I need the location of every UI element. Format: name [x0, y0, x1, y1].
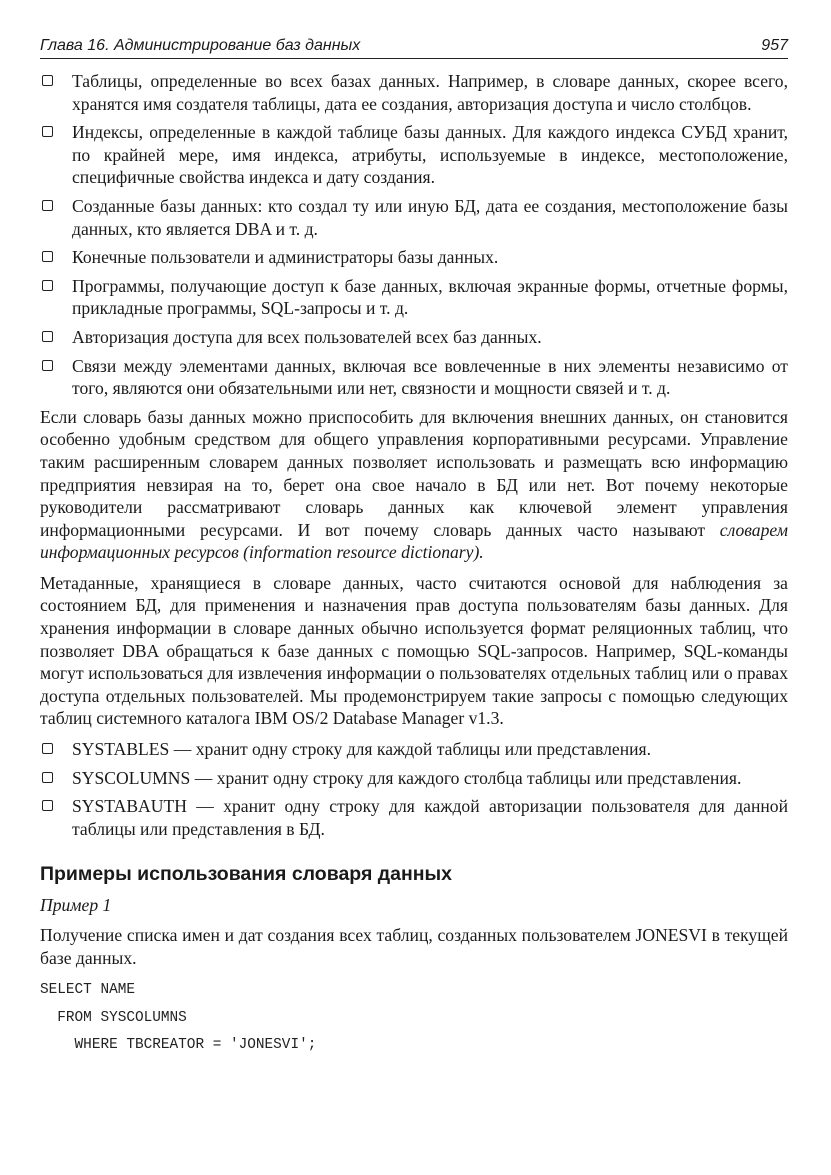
list-item: Программы, получающие доступ к базе данных, включая экранные формы, отчетные формы, прикладные программы, SQL-запросы и т. д.	[40, 275, 788, 320]
checkbox-bullet-icon	[42, 800, 53, 811]
paragraph-resource-dictionary: Если словарь базы данных можно приспособить для включения внешних данных, он становится особенно удобным средством для общего управления корпоративными ресурсами. Управление таким расширенным словарем данных позволяет использовать и размещать всю информацию предприятия невзирая на то, берет она свое начало в БД или нет. Вот почему некоторые руководители рассматривают словарь данных как ключевой элемент управления информационными ресурсами. И вот почему словарь данных часто называют словарем информационных ресурсов (information resource dictionary).	[40, 406, 788, 563]
example-description: Получение списка имен и дат создания всех таблиц, созданных пользователем JONESVI в текущей базе данных.	[40, 925, 788, 968]
list-item: Таблицы, определенные во всех базах данных. Например, в словаре данных, скорее всего, хранятся имя создателя таблицы, дата ее создания, авторизация доступа и число столбцов.	[40, 70, 788, 115]
book-page	[40, 36, 788, 1060]
list-item: Связи между элементами данных, включая все вовлеченные в них элементы независимо от того, являются они обязательными или нет, связности и мощности связей и т. д.	[40, 355, 788, 400]
code-line: WHERE TBCREATOR = 'JONESVI';	[40, 1037, 317, 1054]
list-item: SYSTABLES — хранит одну строку для каждой таблицы или представления.	[40, 738, 788, 761]
list-item: Созданные базы данных: кто создал ту или иную БД, дата ее создания, местоположение базы данных, кто является DBA и т. д.	[40, 195, 788, 240]
code-line: SELECT NAME	[40, 982, 135, 999]
checkbox-bullet-icon	[42, 331, 53, 342]
checkbox-bullet-icon	[42, 772, 53, 783]
code-line: FROM SYSCOLUMNS	[40, 1009, 187, 1026]
sql-code-block	[40, 977, 788, 1060]
dictionary-contents-list	[40, 70, 788, 400]
list-item: SYSTABAUTH — хранит одну строку для каждой авторизации пользователя для данной таблицы или представления в БД.	[40, 795, 788, 840]
system-catalog-list	[40, 738, 788, 840]
checkbox-bullet-icon	[42, 251, 53, 262]
example-label: Пример 1	[40, 895, 112, 916]
running-header	[40, 36, 788, 59]
checkbox-bullet-icon	[42, 75, 53, 86]
section-heading: Примеры использования словаря данных	[40, 863, 453, 886]
checkbox-bullet-icon	[42, 743, 53, 754]
list-item: Индексы, определенные в каждой таблице базы данных. Для каждого индекса СУБД хранит, по крайней мере, имя индекса, атрибуты, используемые в индексе, местоположение, специфичные свойства индекса и дату создания.	[40, 121, 788, 189]
checkbox-bullet-icon	[42, 126, 53, 137]
list-item: Авторизация доступа для всех пользователей всех баз данных.	[40, 326, 788, 349]
checkbox-bullet-icon	[42, 280, 53, 291]
page-number: 957	[761, 37, 788, 54]
chapter-title: Глава 16. Администрирование баз данных	[40, 37, 361, 54]
list-item: Конечные пользователи и администраторы базы данных.	[40, 246, 788, 269]
paragraph-metadata: Метаданные, хранящиеся в словаре данных, часто считаются основой для наблюдения за состоянием БД, для применения и назначения прав доступа пользователям базы данных. Для хранения информации в словаре данных обычно используется формат реляционных таблиц, что позволяет DBA обращаться к базе данных с помощью SQL-запросов. Например, SQL-команды могут использоваться для извлечения информации о пользователях отдельных таблиц или о правах доступа отдельных пользователей. Мы продемонстрируем такие запросы с помощью следующих таблиц системного каталога IBM OS/2 Database Manager v1.3.	[40, 572, 788, 729]
list-item: SYSCOLUMNS — хранит одну строку для каждого столбца таблицы или представления.	[40, 767, 788, 790]
italic-term: словарем информационных ресурсов (information resource dictionary).	[40, 519, 788, 563]
checkbox-bullet-icon	[42, 200, 53, 211]
checkbox-bullet-icon	[42, 360, 53, 371]
